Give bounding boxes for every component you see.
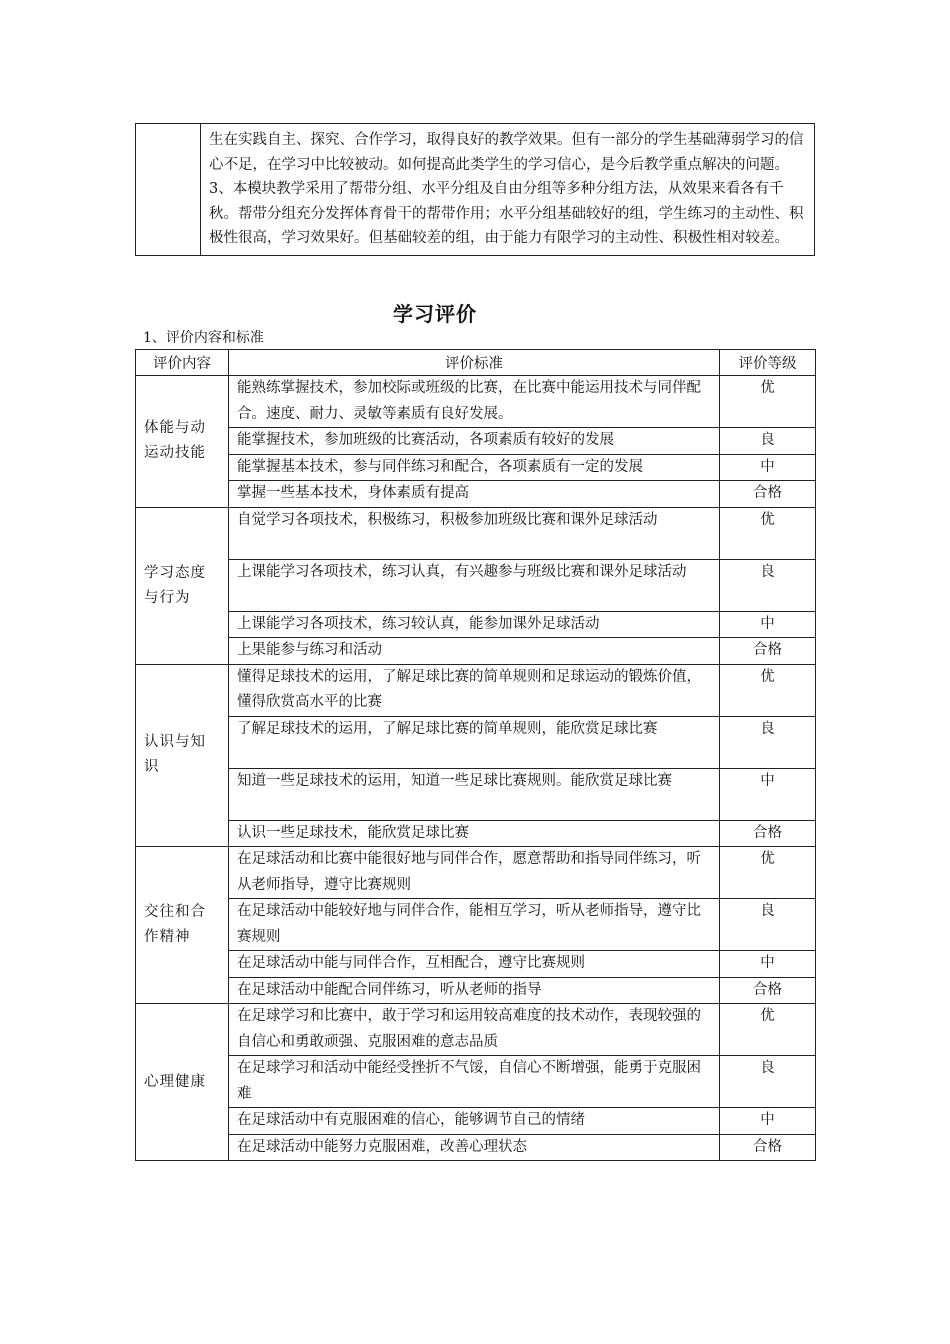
level-cell: 优 bbox=[720, 507, 816, 559]
level-cell: 中 bbox=[720, 951, 816, 978]
table-row bbox=[136, 481, 816, 508]
standard-cell: 上课能学习各项技术，练习认真，有兴趣参与班级比赛和课外足球活动 bbox=[229, 559, 720, 611]
table-row bbox=[136, 951, 816, 978]
standard-cell: 在足球活动和比赛中能很好地与同伴合作，愿意帮助和指导同伴练习，听从老师指导，遵守比赛规则 bbox=[229, 847, 720, 899]
table-row bbox=[136, 454, 816, 481]
standard-cell: 能熟练掌握技术，参加校际或班级的比赛，在比赛中能运用技术与同伴配合。速度、耐力、灵敏等素质有良好发展。 bbox=[229, 376, 720, 428]
top-blank-cell bbox=[136, 124, 201, 256]
standard-cell: 自觉学习各项技术，积极练习，积极参加班级比赛和课外足球活动 bbox=[229, 507, 720, 559]
section-heading: 学习评价 bbox=[393, 302, 477, 326]
standard-cell: 在足球活动中能较好地与同伴合作，能相互学习，听从老师指导，遵守比赛规则 bbox=[229, 899, 720, 951]
top-paragraph-2: 3、本模块教学采用了帮带分组、水平分组及自由分组等多种分组方法，从效果来看各有千秋。帮带分组充分发挥体育骨干的帮带作用；水平分组基础较好的组，学生练习的主动性、积极性很高，学习效果好。但基础较差的组，由于能力有限学习的主动性、积极性相对较差。 bbox=[209, 181, 804, 246]
evaluation-table bbox=[135, 349, 816, 1161]
standard-cell: 能掌握基本技术，参与同伴练习和配合，各项素质有一定的发展 bbox=[229, 454, 720, 481]
level-cell: 优 bbox=[720, 1004, 816, 1056]
table-row bbox=[136, 376, 816, 428]
level-cell: 中 bbox=[720, 768, 816, 820]
table-row bbox=[136, 820, 816, 847]
level-cell: 中 bbox=[720, 611, 816, 638]
table-row bbox=[136, 847, 816, 899]
standard-cell: 了解足球技术的运用，了解足球比赛的简单规则，能欣赏足球比赛 bbox=[229, 716, 720, 768]
standard-cell: 认识一些足球技术，能欣赏足球比赛 bbox=[229, 820, 720, 847]
category-cell: 学习态度与行为 bbox=[136, 507, 229, 664]
section-subheading: 1、评价内容和标准 bbox=[143, 330, 264, 346]
level-cell: 良 bbox=[720, 559, 816, 611]
table-row bbox=[136, 899, 816, 951]
level-cell: 中 bbox=[720, 454, 816, 481]
level-cell: 合格 bbox=[720, 638, 816, 665]
standard-cell: 懂得足球技术的运用，了解足球比赛的简单规则和足球运动的锻炼价值，懂得欣赏高水平的比赛 bbox=[229, 664, 720, 716]
standard-cell: 在足球活动中能与同伴合作，互相配合，遵守比赛规则 bbox=[229, 951, 720, 978]
level-cell: 合格 bbox=[720, 820, 816, 847]
level-cell: 优 bbox=[720, 847, 816, 899]
table-row bbox=[136, 977, 816, 1004]
level-cell: 良 bbox=[720, 428, 816, 455]
table-row bbox=[136, 611, 816, 638]
header-category: 评价内容 bbox=[136, 350, 229, 376]
level-cell: 良 bbox=[720, 1056, 816, 1108]
table-row bbox=[136, 664, 816, 716]
standard-cell: 在足球活动中能努力克服困难，改善心理状态 bbox=[229, 1134, 720, 1161]
table-row bbox=[136, 1004, 816, 1056]
level-cell: 优 bbox=[720, 376, 816, 428]
category-cell: 交往和合作精神 bbox=[136, 847, 229, 1004]
level-cell: 合格 bbox=[720, 1134, 816, 1161]
standard-cell: 能掌握技术，参加班级的比赛活动，各项素质有较好的发展 bbox=[229, 428, 720, 455]
table-row bbox=[136, 559, 816, 611]
top-section-table bbox=[135, 123, 815, 256]
table-row bbox=[136, 1056, 816, 1108]
standard-cell: 掌握一些基本技术，身体素质有提高 bbox=[229, 481, 720, 508]
standard-cell: 上课能学习各项技术，练习较认真，能参加课外足球活动 bbox=[229, 611, 720, 638]
table-row bbox=[136, 716, 816, 768]
category-cell: 认识与知识 bbox=[136, 664, 229, 847]
standard-cell: 上果能参与练习和活动 bbox=[229, 638, 720, 665]
table-row bbox=[136, 768, 816, 820]
table-row bbox=[136, 1134, 816, 1161]
standard-cell: 知道一些足球技术的运用，知道一些足球比赛规则。能欣赏足球比赛 bbox=[229, 768, 720, 820]
header-level: 评价等级 bbox=[720, 350, 816, 376]
standard-cell: 在足球学习和比赛中，敢于学习和运用较高难度的技术动作，表现较强的自信心和勇敢顽强、克服困难的意志品质 bbox=[229, 1004, 720, 1056]
level-cell: 优 bbox=[720, 664, 816, 716]
top-paragraph-1: 生在实践自主、探究、合作学习，取得良好的教学效果。但有一部分的学生基础薄弱学习的信心不足，在学习中比较被动。如何提高此类学生的学习信心，是今后教学重点解决的问题。 bbox=[209, 132, 804, 173]
header-row bbox=[136, 350, 816, 376]
table-row bbox=[136, 507, 816, 559]
standard-cell: 在足球活动中有克服困难的信心，能够调节自己的情绪 bbox=[229, 1108, 720, 1135]
level-cell: 合格 bbox=[720, 481, 816, 508]
level-cell: 良 bbox=[720, 716, 816, 768]
table-row bbox=[136, 638, 816, 665]
top-text-cell bbox=[201, 124, 815, 256]
standard-cell: 在足球活动中能配合同伴练习，听从老师的指导 bbox=[229, 977, 720, 1004]
category-cell: 体能与动运动技能 bbox=[136, 376, 229, 508]
level-cell: 中 bbox=[720, 1108, 816, 1135]
header-standard: 评价标准 bbox=[229, 350, 720, 376]
level-cell: 合格 bbox=[720, 977, 816, 1004]
table-row bbox=[136, 1108, 816, 1135]
table-row bbox=[136, 428, 816, 455]
level-cell: 良 bbox=[720, 899, 816, 951]
category-cell: 心理健康 bbox=[136, 1004, 229, 1161]
standard-cell: 在足球学习和活动中能经受挫折不气馁，自信心不断增强，能勇于克服困难 bbox=[229, 1056, 720, 1108]
